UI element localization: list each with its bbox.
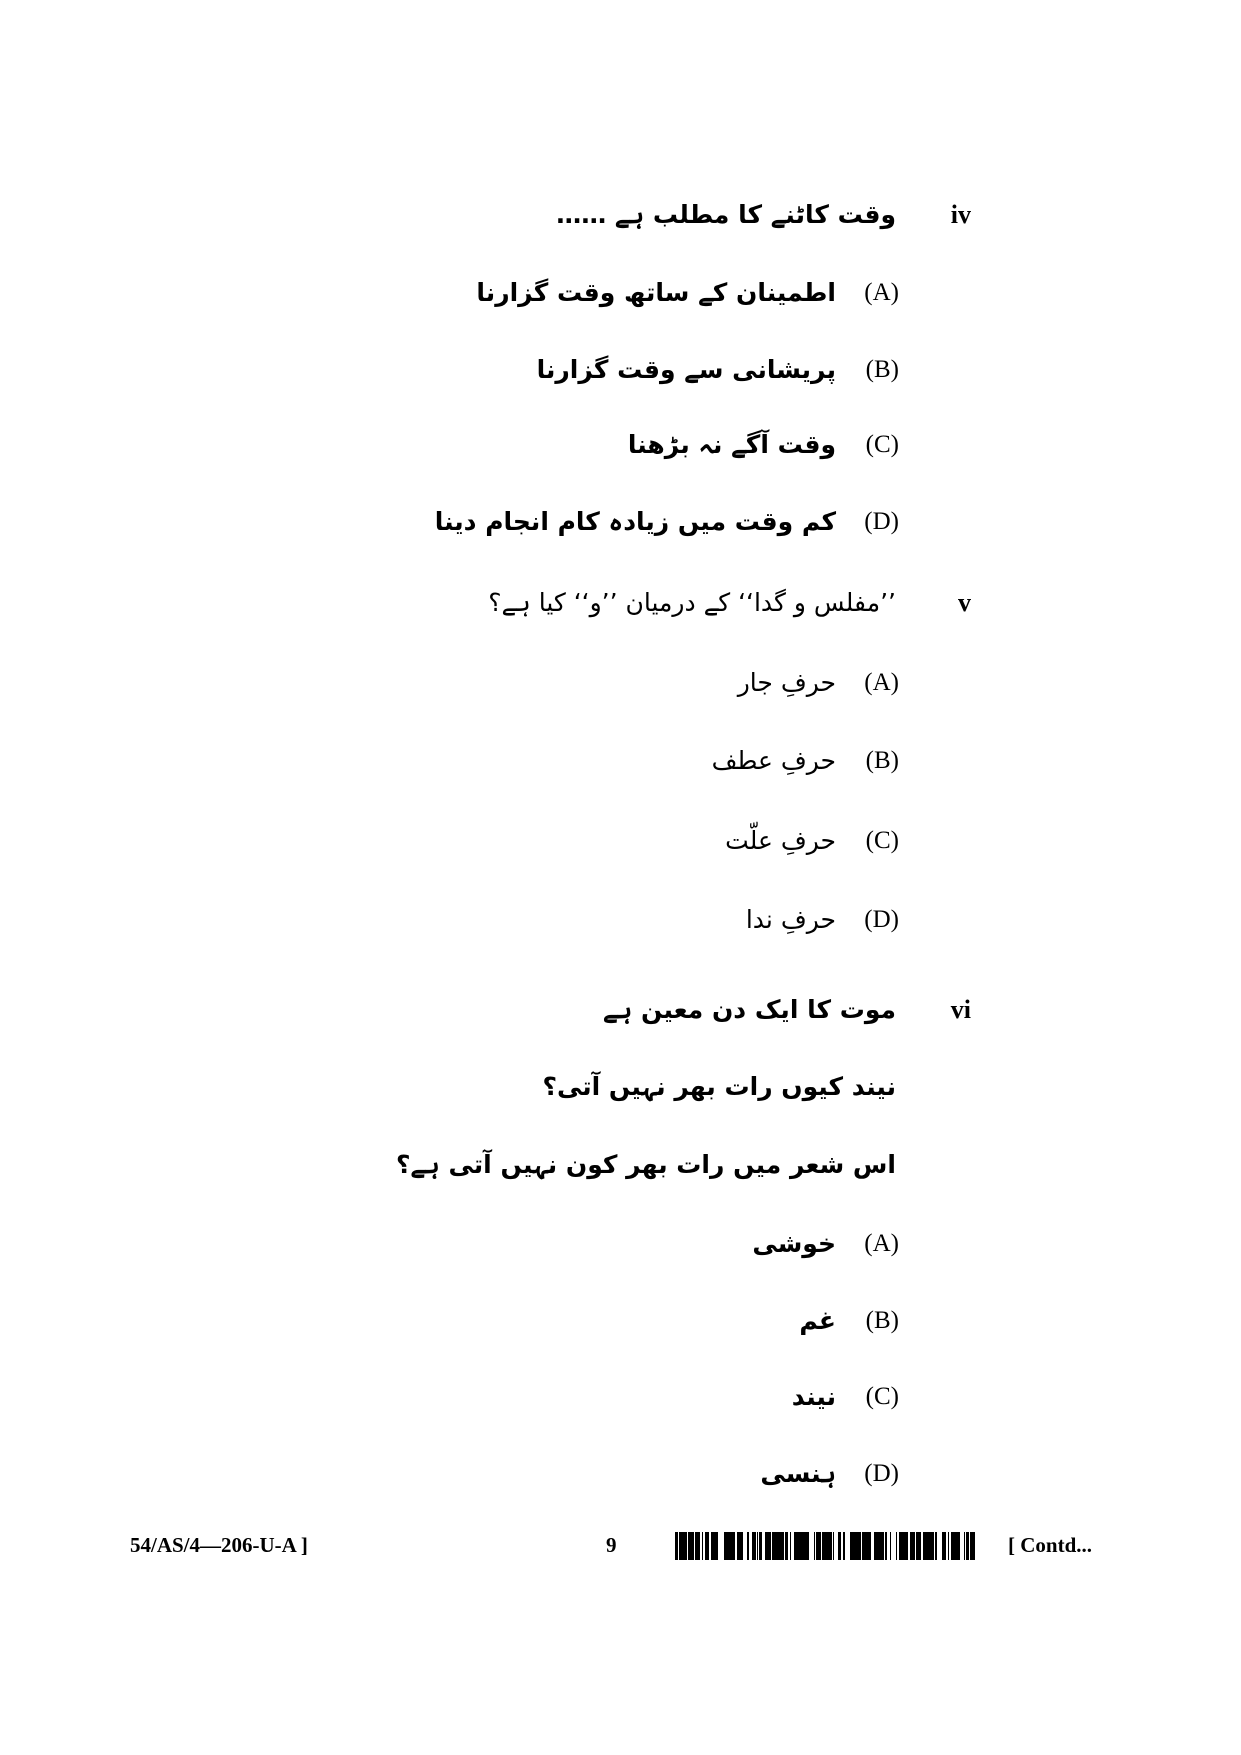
question-text-row <box>0 1057 1241 1117</box>
option-text: حرفِ علّت <box>725 826 836 855</box>
option-label: (A) <box>864 279 899 306</box>
barcode-icon <box>675 1532 975 1560</box>
page-footer <box>0 1525 1241 1565</box>
option-label: (B) <box>865 356 899 383</box>
question-number: vi <box>950 995 971 1024</box>
option-text: حرفِ عطف <box>711 746 836 775</box>
option-text: اطمینان کے ساتھ وقت گزارنا <box>476 278 836 307</box>
option-row <box>0 492 1241 552</box>
question-vi <box>0 980 1241 1040</box>
option-label: (D) <box>864 508 899 535</box>
option-text: نیند <box>791 1382 836 1411</box>
option-label: (A) <box>864 1230 899 1257</box>
option-row <box>0 415 1241 475</box>
option-label: (B) <box>865 1307 899 1334</box>
option-label: (D) <box>864 1460 899 1487</box>
option-text: خوشی <box>752 1229 836 1258</box>
option-row <box>0 1444 1241 1504</box>
question-iv <box>0 185 1241 245</box>
option-label: (C) <box>865 431 899 458</box>
question-text-line: نیند کیوں رات بھر نہیں آتی؟ <box>542 1072 896 1101</box>
option-row <box>0 263 1241 323</box>
question-text-line: اس شعر میں رات بھر کون نہیں آتی ہے؟ <box>396 1150 896 1179</box>
question-text: ’’مفلس و گدا‘‘ کے درمیان ’’و‘‘ کیا ہے؟ <box>488 588 896 617</box>
option-text: ہنسی <box>760 1459 836 1488</box>
question-text: وقت کاٹنے کا مطلب ہے …… <box>556 200 896 229</box>
option-row <box>0 1367 1241 1427</box>
option-row <box>0 340 1241 400</box>
question-text-row <box>0 1135 1241 1195</box>
question-v <box>0 573 1241 633</box>
page-number: 9 <box>606 1533 617 1557</box>
option-row <box>0 1214 1241 1274</box>
option-row <box>0 1291 1241 1351</box>
question-number: iv <box>950 200 971 229</box>
option-text: حرفِ جار <box>737 668 836 697</box>
option-row <box>0 890 1241 950</box>
option-text: حرفِ ندا <box>745 905 836 934</box>
option-label: (C) <box>865 827 899 854</box>
option-label: (A) <box>864 669 899 696</box>
option-text: کم وقت میں زیادہ کام انجام دینا <box>434 507 836 536</box>
option-text: غم <box>799 1306 836 1335</box>
option-text: پریشانی سے وقت گزارنا <box>536 355 836 384</box>
question-number: v <box>958 588 971 617</box>
option-label: (D) <box>864 906 899 933</box>
option-label: (C) <box>865 1383 899 1410</box>
question-text-line: موت کا ایک دن معین ہے <box>602 995 896 1024</box>
option-label: (B) <box>865 747 899 774</box>
option-row <box>0 653 1241 713</box>
option-row <box>0 811 1241 871</box>
continued-label: [ Contd... <box>1008 1533 1093 1557</box>
paper-code: 54/AS/4—206-U-A ] <box>130 1533 308 1557</box>
option-text: وقت آگے نہ بڑھنا <box>627 430 836 459</box>
option-row <box>0 731 1241 791</box>
